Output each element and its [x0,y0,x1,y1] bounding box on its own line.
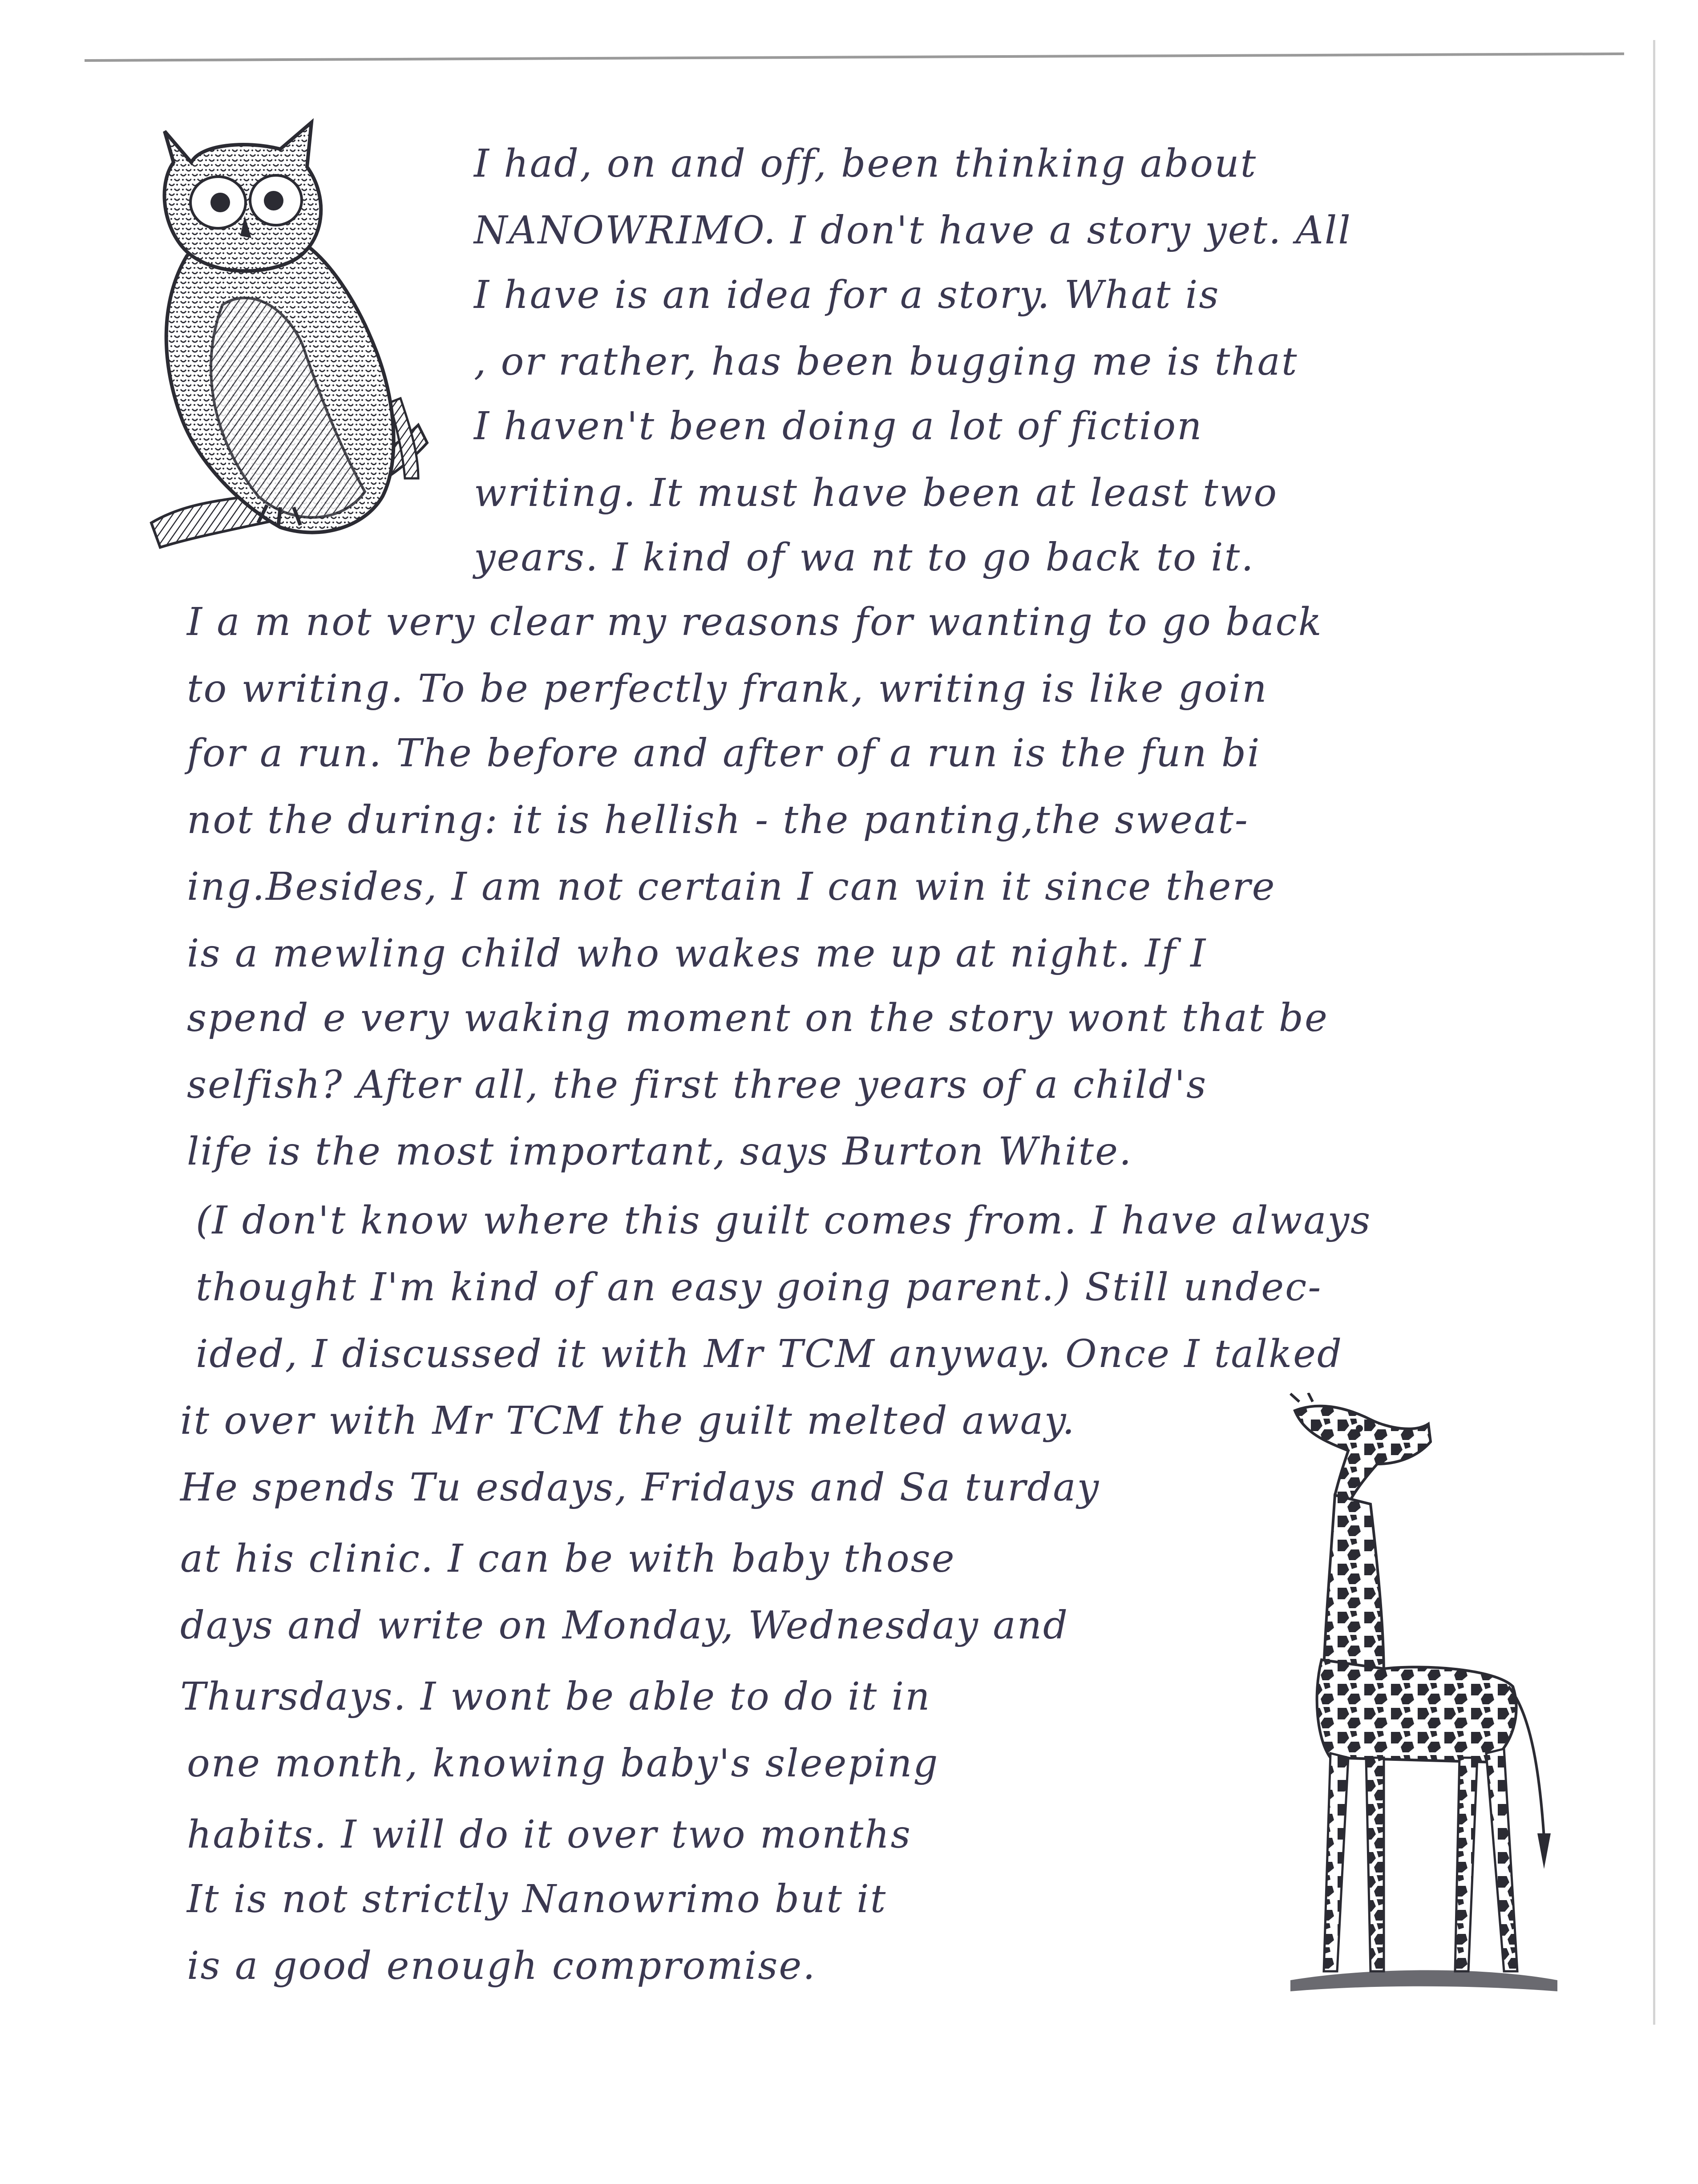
giraffe-engraving-icon [1282,1393,1566,1998]
text-line: Thursdays. I wont be able to do it in [180,1674,931,1719]
text-line: years. I kind of wa nt to go back to it. [474,535,1255,580]
text-line: at his clinic. I can be with baby those [180,1537,956,1581]
text-line: one month, knowing baby's sleeping [187,1741,939,1786]
text-line: is a good enough compromise. [187,1944,817,1988]
text-line: ided, I discussed it with Mr TCM anyway. Once I talked [196,1332,1343,1376]
text-line: I had, on and off, been thinking about [474,142,1257,186]
text-line: to writing. To be perfectly frank, writing is like goin [187,667,1268,711]
text-line: habits. I will do it over two months [187,1812,912,1857]
text-line: it over with Mr TCM the guilt melted away. [180,1399,1076,1443]
text-line: days and write on Monday, Wednesday and [180,1603,1069,1648]
top-rule [85,53,1624,62]
owl-engraving-icon [133,113,436,563]
text-line: spend e very waking moment on the story wont that be [187,996,1329,1040]
text-line: I haven't been doing a lot of fiction [474,404,1203,449]
text-line: for a run. The before and after of a run is the fun bi [187,731,1261,776]
text-line: I a m not very clear my reasons for wanting to go back [187,600,1323,644]
right-edge-line [1653,40,1655,2025]
text-line: life is the most important, says Burton White. [187,1129,1133,1174]
text-line: not the during: it is hellish - the panting,the sweat- [187,798,1249,842]
text-line: ing.Besides, I am not certain I can win it since there [187,865,1276,909]
text-line: I have is an idea for a story. What is [474,273,1220,317]
text-line: , or rather, has been bugging me is that [474,340,1298,384]
text-line: selfish? After all, the first three years of a child's [187,1063,1208,1107]
text-line: is a mewling child who wakes me up at night. If I [187,931,1207,976]
text-line: It is not strictly Nanowrimo but it [187,1877,887,1921]
text-line: writing. It must have been at least two [474,471,1278,515]
text-line: (I don't know where this guilt comes from. I have always [196,1198,1372,1243]
text-line: NANOWRIMO. I don't have a story yet. All [474,208,1352,253]
text-line: He spends Tu esdays, Fridays and Sa turday [180,1465,1100,1510]
text-line: thought I'm kind of an easy going parent.) Still undec- [196,1265,1322,1310]
